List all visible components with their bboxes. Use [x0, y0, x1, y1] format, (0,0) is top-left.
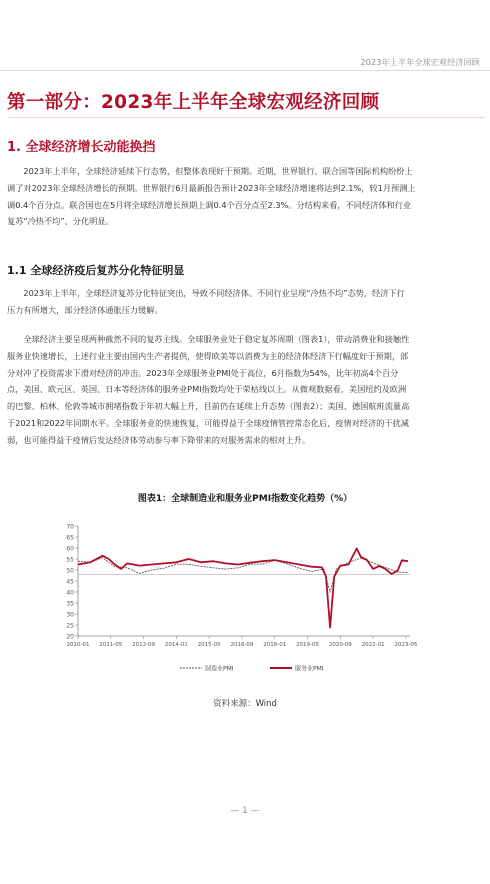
x-tick-label: 2023-05 — [394, 642, 418, 648]
paragraph-line: 服务业快速增长，上述行业主要由国内生产者提供，使得欧美等以消费为主的经济体经济下行幅度好于预期，部 — [7, 350, 409, 361]
paragraph-2 — [7, 285, 485, 319]
title-divider — [7, 117, 485, 118]
paragraph-line: 2023年上半年，全球经济复苏分化特征突出，导致不同经济体、不同行业呈现“冷热不均”态势，经济下行 — [7, 288, 405, 298]
x-tick-label: 2015-05 — [197, 642, 221, 648]
subsection-title: 1.1 全球经济疫后复苏分化特征明显 — [7, 264, 185, 277]
paragraph-line: 调0.4个百分点。联合国也在5月将全球经济增长预期上调0.4个百分点至2.3%。分结构来看，不同经济体和行业 — [7, 199, 412, 210]
header-divider — [0, 70, 490, 71]
paragraph-1 — [7, 163, 485, 230]
y-tick-label: 60 — [66, 545, 74, 553]
paragraph-line: 压力有所增大，部分经济体通胀压力缓解。 — [7, 304, 163, 315]
paragraph-line: 点，美国、欧元区、英国、日本等经济体的服务业PMI指数均处于荣枯线以上。从微观数据看，美国纽约及欧洲 — [7, 384, 407, 395]
x-tick-label: 2022-01 — [361, 642, 385, 648]
x-tick-label: 2020-09 — [328, 642, 352, 648]
paragraph-line: 调了对2023年全球经济增长的预期。世界银行6月最新报告预计2023年全球经济增速将达到2.1%，较1月预测上 — [7, 182, 416, 193]
chart-title: 图表1：全球制造业和服务业PMI指数变化趋势（%） — [137, 494, 353, 504]
y-tick-label: 65 — [66, 534, 74, 542]
paragraph-3 — [7, 331, 485, 449]
pmi-chart — [66, 518, 430, 678]
page-number: — 1 — — [230, 806, 260, 816]
source-note: 资料来源：Wind — [213, 699, 277, 709]
y-tick-label: 20 — [66, 633, 74, 641]
legend-label: 制造业PMI — [205, 665, 234, 673]
y-tick-label: 40 — [66, 589, 74, 597]
y-tick-label: 45 — [66, 578, 74, 586]
y-tick-label: 55 — [66, 556, 74, 564]
y-tick-label: 30 — [66, 611, 74, 619]
x-tick-label: 2011-05 — [99, 642, 123, 648]
x-tick-label: 2014-01 — [164, 642, 188, 648]
part-title: 第一部分：2023年上半年全球宏观经济回顾 — [7, 92, 380, 113]
x-tick-label: 2019-05 — [296, 642, 320, 648]
pmi-chart-svg — [66, 518, 430, 678]
running-header: 2023年上半年全球宏观经济回顾 — [360, 58, 480, 67]
section-title: 1. 全球经济增长动能换挡 — [7, 140, 156, 155]
y-tick-label: 70 — [66, 523, 74, 531]
paragraph-line: 复苏“冷热不均”、分化明显。 — [7, 216, 114, 227]
paragraph-line: 分对冲了投资需求下滑对经济的冲击。2023年全球服务业PMI处于高位，6月指数为54%，比年初高4个百分 — [7, 367, 399, 378]
paragraph-line: 于2021和2022年同期水平。全球服务业的快速恢复，可能得益于全球疫情管控常态化后，疫情对经济的干扰减 — [7, 417, 409, 428]
legend-label: 服务业PMI — [295, 665, 324, 673]
services-pmi-line — [78, 548, 408, 627]
paragraph-line: 的巴黎、柏林、伦敦等城市拥堵指数于年初大幅上升，目前仍在延续上升态势（图表2）；美国、德国航班流量高 — [7, 401, 410, 412]
paragraph-line: 弱，也可能得益于疫情后发达经济体劳动参与率下降带来的对服务需求的相对上升。 — [7, 434, 310, 445]
y-tick-label: 35 — [66, 600, 74, 608]
x-tick-label: 2010-01 — [66, 642, 90, 648]
x-tick-label: 2016-09 — [230, 642, 254, 648]
paragraph-line: 全球经济主要呈现两种截然不同的复苏主线。全球服务业处于稳定复苏周期（图表1），带动消费业和接触性 — [7, 334, 410, 344]
y-tick-label: 50 — [66, 567, 74, 575]
x-tick-label: 2012-09 — [132, 642, 156, 648]
x-tick-label: 2018-01 — [263, 642, 287, 648]
paragraph-line: 2023年上半年，全球经济延续下行态势，但整体表现好于预期。近期，世界银行、联合国等国际机构纷纷上 — [7, 166, 413, 176]
y-tick-label: 25 — [66, 622, 74, 630]
